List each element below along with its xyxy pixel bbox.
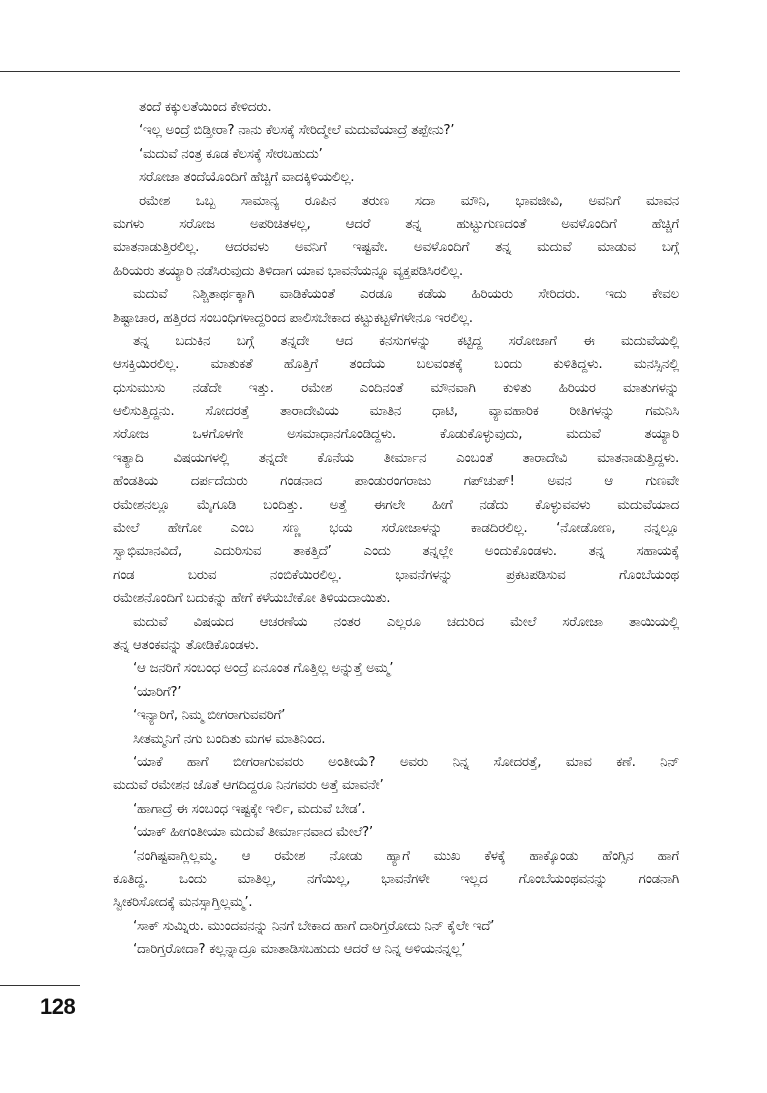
text-line: ಮದುವೆ ವಿಷಯದ ಆಚರಣೆಯ ನಂತರ ಎಲ್ಲರೂ ಚದುರಿದ ಮೇಲೆ ಸರೋಜಾ ತಾಯಿಯಲ್ಲಿ xyxy=(133,613,679,630)
text-line: ತನ್ನ ಬದುಕಿನ ಬಗ್ಗೆ ತನ್ನದೇ ಆದ ಕನಸುಗಳನ್ನು ಕಟ್ಟಿದ್ದ ಸರೋಜಾಗೆ ಈ ಮದುವೆಯಲ್ಲಿ xyxy=(133,332,679,349)
text-line: ‘ಇಲ್ಲ ಅಂದ್ರೆ ಬಿಡ್ತೀರಾ? ನಾನು ಕೆಲಸಕ್ಕೆ ಸೇರಿದ್ಮೇಲೆ ಮದುವೆಯಾದ್ರೆ ತಪ್ಪೇನು?’ xyxy=(139,122,455,139)
body-text xyxy=(113,96,679,961)
text-line: ಇತ್ಯಾದಿ ವಿಷಯಗಳಲ್ಲಿ ತನ್ನದೇ ಕೊನೆಯ ತೀರ್ಮಾನ ಎಂಬಂತೆ ತಾರಾದೇವಿ ಮಾತನಾಡುತ್ತಿದ್ದಳು. xyxy=(113,449,679,466)
text-line: ಸ್ವೀಕರಿಸೋದಕ್ಕೆ ಮನಸ್ಸಾಗ್ತಿಲ್ಲಮ್ಮ’. xyxy=(113,894,253,911)
text-line: ಸರೋಜ ಒಳಗೊಳಗೇ ಅಸಮಾಧಾನಗೊಂಡಿದ್ದಳು. ಕೊಡುಕೊಳ್ಳುವುದು, ಮದುವೆ ತಯ್ಯಾರಿ xyxy=(113,426,679,443)
text-line: ಸರೋಜಾ ತಂದೆಯೊಂದಿಗೆ ಹೆಚ್ಚಿಗೆ ವಾದಕ್ಕಿಳಿಯಲಿಲ್ಲ. xyxy=(139,169,355,186)
text-line: ‘ಹಾಗಾದ್ರೆ ಈ ಸಂಬಂಧ ಇಷ್ಟಕ್ಕೇ ಇರ್ಲಿ, ಮದುವೆ ಬೇಡ’. xyxy=(133,800,366,817)
text-line: ‘ಸಾಕ್ ಸುಮ್ನಿರು. ಮುಂದವನನ್ನು ನಿನಗೆ ಬೇಕಾದ ಹಾಗೆ ದಾರಿಗ್ತರೋದು ನಿನ್ ಕೈಲೇ ಇದೆ’ xyxy=(133,917,495,934)
text-line: ಮದುವೆ ನಿಶ್ಚಿತಾರ್ಥಕ್ಕಾಗಿ ವಾಡಿಕೆಯಂತೆ ಎರಡೂ ಕಡೆಯ ಹಿರಿಯರು ಸೇರಿದರು. ಇದು ಕೇವಲ xyxy=(133,286,679,303)
footer-rule xyxy=(0,985,80,986)
text-line: ‘ಯಾಕ್ ಹೀಗಂತೀಯಾ ಮದುವೆ ತೀರ್ಮಾನವಾದ ಮೇಲೆ?’ xyxy=(133,824,373,841)
text-line: ಸ್ವಾಭಿಮಾನವಿದೆ, ಎದುರಿಸುವ ತಾಕತ್ತಿದೆ’ ಎಂದು ತನ್ನಲ್ಲೇ ಅಂದುಕೊಂಡಳು. ತನ್ನ ಸಹಾಯಕ್ಕೆ xyxy=(113,543,679,560)
text-line: ಮದುವೆ ರಮೇಶನ ಜೊತೆ ಆಗದಿದ್ದರೂ ನಿನಗವರು ಅತ್ತೆ ಮಾವನೇ’ xyxy=(113,777,384,794)
text-line: ‘ನಂಗಿಷ್ಟವಾಗ್ಲಿಲ್ಲಮ್ಮ. ಆ ರಮೇಶ ನೋಡು ಹ್ಯಾಗೆ ಮುಖ ಕೆಳಕ್ಕೆ ಹಾಕ್ಕೊಂಡು ಹೆಂಗ್ಸಿನ ಹಾಗೆ xyxy=(133,847,679,864)
text-line: ಕೂತಿದ್ದ. ಒಂದು ಮಾತಿಲ್ಲ, ನಗೆಯಿಲ್ಲ, ಭಾವನೆಗಳೇ ಇಲ್ಲದ ಗೊಂಬೆಯಂಥವನನ್ನು ಗಂಡನಾಗಿ xyxy=(113,870,679,887)
text-line: ‘ಇನ್ಯಾರಿಗೆ, ನಿಮ್ಮ ಬೀಗರಾಗುವವರಿಗೆ’ xyxy=(133,707,286,724)
text-line: ‘ಯಾರಿಗೆ?’ xyxy=(133,683,182,700)
text-line: ರಮೇಶ ಒಬ್ಬ ಸಾಮಾನ್ಯ ರೂಪಿನ ತರುಣ ಸದಾ ಮೌನಿ, ಭಾವಜೀವಿ, ಅವನಿಗೆ ಮಾವನ xyxy=(139,192,679,209)
text-line: ರಮೇಶನೊಂದಿಗೆ ಬದುಕನ್ನು ಹೇಗೆ ಕಳೆಯಬೇಕೋ ತಿಳಿಯದಾಯಿತು. xyxy=(113,590,391,607)
text-line: ‘ಆ ಜನರಿಗೆ ಸಂಬಂಧ ಅಂದ್ರೆ ಏನೂಂತ ಗೊತ್ತಿಲ್ಲ ಅನ್ನುತ್ತೆ ಅಮ್ಮ’ xyxy=(133,660,394,677)
text-line: ಗಂಡ ಬರುವ ನಂಬಿಕೆಯಿರಲಿಲ್ಲ. ಭಾವನೆಗಳನ್ನು ಪ್ರಕಟಪಡಿಸುವ ಗೊಂಬೆಯಂಥ xyxy=(113,566,679,583)
text-line: ಮೇಲೆ ಹೇಗೋ ಎಂಬ ಸಣ್ಣ ಭಯ ಸರೋಜಾಳನ್ನು ಕಾಡದಿರಲಿಲ್ಲ. ‘ನೋಡೋಣ, ನನ್ನಲ್ಲೂ xyxy=(113,520,679,537)
header-rule xyxy=(0,71,680,72)
text-line: ತಂದೆ ಕಕ್ಕುಲತೆಯಿಂದ ಕೇಳಿದರು. xyxy=(139,99,272,115)
text-line: ಶಿಷ್ಟಾಚಾರ, ಹತ್ತಿರದ ಸಂಬಂಧಿಗಳಾದ್ದರಿಂದ ಪಾಲಿಸಬೇಕಾದ ಕಟ್ಟುಕಟ್ಟಳೆಗಳೇನೂ ಇರಲಿಲ್ಲ. xyxy=(113,309,473,326)
text-line: ಮಗಳು ಸರೋಜ ಅಪರಿಚಿತಳಲ್ಲ, ಆದರೆ ತನ್ನ ಹುಟ್ಟುಗುಣದಂತೆ ಅವಳೊಂದಿಗೆ ಹೆಚ್ಚಿಗೆ xyxy=(113,215,679,232)
text-line: ಹೆಂಡತಿಯ ದರ್ಪದೆದುರು ಗಂಡನಾದ ಪಾಂಡುರಂಗರಾಜು ಗಪ್‌ಚುಪ್! ಅವನ ಆ ಗುಣವೇ xyxy=(113,473,679,490)
page-number: 128 xyxy=(40,994,76,1019)
text-line: ಧುಸುಮುಸು ನಡೆದೇ ಇತ್ತು. ರಮೇಶ ಎಂದಿನಂತೆ ಮೌನವಾಗಿ ಕುಳಿತು ಹಿರಿಯರ ಮಾತುಗಳನ್ನು xyxy=(113,379,679,396)
text-line: ಆಲಿಸುತ್ತಿದ್ದನು. ಸೋದರತ್ತೆ ತಾರಾದೇವಿಯ ಮಾತಿನ ಧಾಟಿ, ವ್ಯಾವಹಾರಿಕ ರೀತಿಗಳನ್ನು ಗಮನಿಸಿ xyxy=(113,403,679,420)
text-line: ಸೀತಮ್ಮನಿಗೆ ನಗು ಬಂದಿತು ಮಗಳ ಮಾತಿನಿಂದ. xyxy=(133,730,326,747)
text-line: ಮಾತನಾಡುತ್ತಿರಲಿಲ್ಲ. ಆದರವಳು ಅವನಿಗೆ ಇಷ್ಟವೇ. ಅವಳೊಂದಿಗೆ ತನ್ನ ಮದುವೆ ಮಾಡುವ ಬಗ್ಗೆ xyxy=(113,239,679,256)
text-line: ರಮೇಶನಲ್ಲೂ ಮೈಗೂಡಿ ಬಂದಿತ್ತು. ಅತ್ತೆ ಈಗಲೇ ಹೀಗೆ ನಡೆದು ಕೊಳ್ಳುವವಳು ಮದುವೆಯಾದ xyxy=(113,496,679,513)
text-line: ‘ಮದುವೆ ನಂತ್ರ ಕೂಡ ಕೆಲಸಕ್ಕೆ ಸೇರಬಹುದು’ xyxy=(139,145,323,162)
text-line: ತನ್ನ ಆತಂಕವನ್ನು ತೋಡಿಕೊಂಡಳು. xyxy=(113,636,259,653)
text-line: ‘ದಾರಿಗ್ತರೋದಾ? ಕಲ್ಲನ್ನಾದ್ರೂ ಮಾತಾಡಿಸಬಹುದು ಆದರೆ ಆ ನಿನ್ನ ಅಳಿಯನನ್ನಲ್ಲ’ xyxy=(133,941,466,958)
text-line: ಆಸಕ್ತಿಯಿರಲಿಲ್ಲ. ಮಾತುಕತೆ ಹೊತ್ತಿಗೆ ತಂದೆಯ ಬಲವಂತಕ್ಕೆ ಬಂದು ಕುಳಿತಿದ್ದಳು. ಮನಸ್ಸಿನಲ್ಲಿ xyxy=(113,356,679,373)
text-line: ‘ಯಾಕೆ ಹಾಗೆ ಬೀಗರಾಗುವವರು ಅಂತೀಯೆ? ಅವರು ನಿನ್ನ ಸೋದರತ್ತೆ, ಮಾವ ಕಣೆ. ನಿನ್ xyxy=(133,753,679,770)
text-line: ಹಿರಿಯರು ತಯ್ಯಾರಿ ನಡೆಸಿರುವುದು ತಿಳಿದಾಗ ಯಾವ ಭಾವನೆಯನ್ನೂ ವ್ಯಕ್ತಪಡಿಸಿರಲಿಲ್ಲ. xyxy=(113,262,463,279)
